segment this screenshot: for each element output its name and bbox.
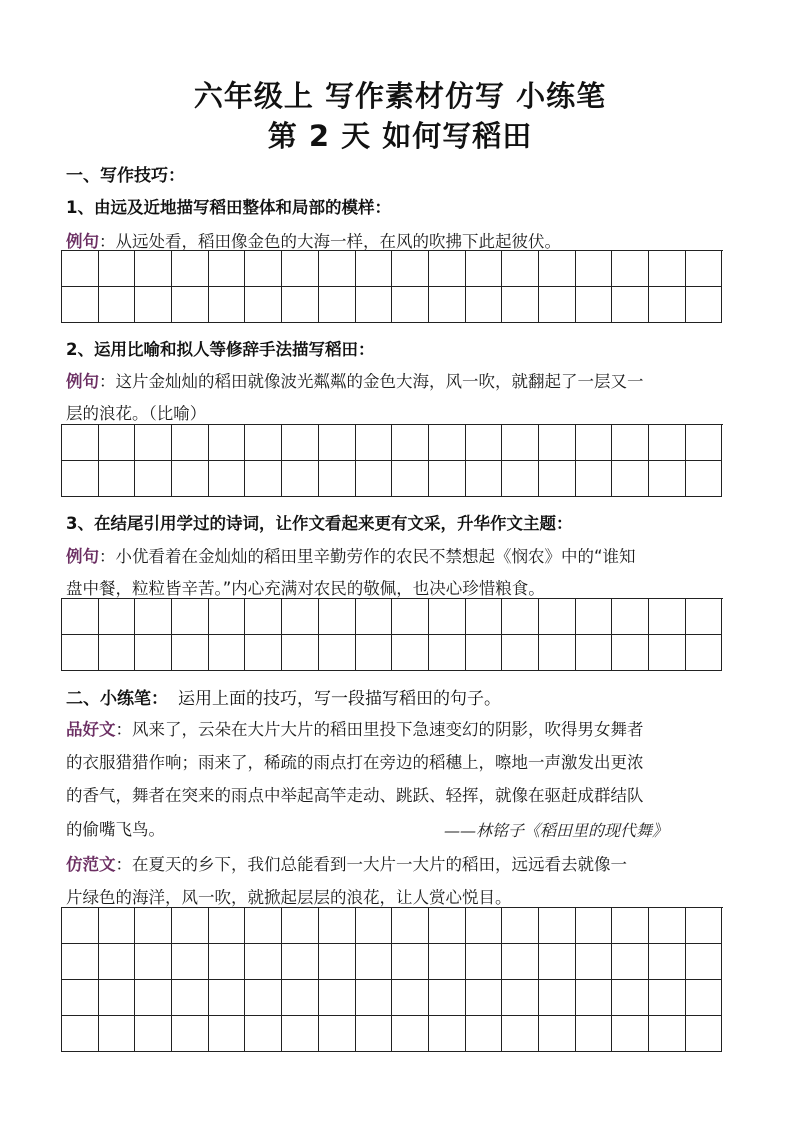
grid-cell[interactable] — [686, 599, 723, 635]
grid-cell[interactable] — [392, 980, 429, 1016]
grid-cell[interactable] — [135, 251, 172, 287]
grid-cell[interactable] — [539, 1016, 576, 1052]
grid-row — [62, 425, 723, 461]
good-text-line1 — [66, 716, 644, 740]
grid-cell[interactable] — [429, 599, 466, 635]
grid-cell[interactable] — [356, 287, 393, 323]
grid-cell[interactable] — [209, 980, 246, 1016]
grid-cell[interactable] — [649, 980, 686, 1016]
grid-cell[interactable] — [356, 1016, 393, 1052]
grid-cell[interactable] — [209, 635, 246, 671]
grid-cell[interactable] — [135, 1016, 172, 1052]
grid-cell[interactable] — [466, 287, 503, 323]
grid-cell[interactable] — [319, 908, 356, 944]
grid-cell[interactable] — [62, 287, 99, 323]
technique-heading-3: 3、在结尾引用学过的诗词，让作文看起来更有文采，升华作文主题： — [66, 514, 573, 533]
grid-cell[interactable] — [686, 251, 723, 287]
grid-cell[interactable] — [209, 461, 246, 497]
example-sentence-2-line2: 层的浪花。（比喻） — [66, 404, 207, 423]
grid-cell[interactable] — [429, 1016, 466, 1052]
grid-cell[interactable] — [502, 599, 539, 635]
grid-cell[interactable] — [99, 251, 136, 287]
grid-cell[interactable] — [649, 461, 686, 497]
grid-cell[interactable] — [282, 635, 319, 671]
example-text: ：从远处看，稻田像金色的大海一样，在风的吹拂下此起彼伏。 — [99, 232, 561, 251]
grid-cell[interactable] — [62, 425, 99, 461]
grid-cell[interactable] — [466, 425, 503, 461]
grid-cell[interactable] — [502, 251, 539, 287]
grid-cell[interactable] — [649, 599, 686, 635]
good-text-line2: 的衣服猎猎作响；雨来了，稀疏的雨点打在旁边的稻穗上，嚓地一声激发出更浓 — [66, 753, 644, 772]
grid-cell[interactable] — [319, 635, 356, 671]
good-text-content: ：风来了，云朵在大片大片的稻田里投下急速变幻的阴影，吹得男女舞者 — [115, 720, 644, 739]
grid-cell[interactable] — [502, 980, 539, 1016]
grid-row — [62, 461, 723, 497]
grid-cell[interactable] — [62, 599, 99, 635]
grid-cell[interactable] — [135, 635, 172, 671]
grid-cell[interactable] — [319, 461, 356, 497]
grid-cell[interactable] — [502, 287, 539, 323]
grid-cell[interactable] — [135, 461, 172, 497]
grid-cell[interactable] — [282, 461, 319, 497]
grid-row — [62, 287, 723, 323]
grid-cell[interactable] — [576, 287, 613, 323]
grid-cell[interactable] — [539, 287, 576, 323]
writing-grid-2[interactable] — [61, 424, 723, 497]
grid-cell[interactable] — [686, 425, 723, 461]
grid-cell[interactable] — [466, 1016, 503, 1052]
grid-cell[interactable] — [172, 461, 209, 497]
example-tag: 例句 — [66, 372, 99, 391]
grid-cell[interactable] — [576, 599, 613, 635]
grid-cell[interactable] — [356, 251, 393, 287]
grid-cell[interactable] — [539, 425, 576, 461]
grid-row — [62, 1016, 723, 1052]
grid-cell[interactable] — [356, 980, 393, 1016]
grid-cell[interactable] — [209, 1016, 246, 1052]
grid-cell[interactable] — [612, 1016, 649, 1052]
grid-cell[interactable] — [539, 461, 576, 497]
grid-cell[interactable] — [319, 599, 356, 635]
grid-cell[interactable] — [576, 461, 613, 497]
grid-cell[interactable] — [245, 980, 282, 1016]
grid-cell[interactable] — [245, 944, 282, 980]
grid-cell[interactable] — [612, 287, 649, 323]
grid-cell[interactable] — [99, 980, 136, 1016]
grid-cell[interactable] — [62, 908, 99, 944]
grid-cell[interactable] — [99, 599, 136, 635]
writing-grid-3[interactable] — [61, 598, 723, 671]
grid-cell[interactable] — [502, 425, 539, 461]
grid-cell[interactable] — [686, 980, 723, 1016]
grid-cell[interactable] — [539, 599, 576, 635]
example-sentence-3-line2: 盘中餐，粒粒皆辛苦。”内心充满对农民的敬佩，也决心珍惜粮食。 — [66, 579, 545, 598]
grid-cell[interactable] — [502, 944, 539, 980]
grid-row — [62, 635, 723, 671]
example-sentence-2 — [66, 368, 644, 392]
grid-cell[interactable] — [135, 287, 172, 323]
grid-cell[interactable] — [99, 944, 136, 980]
grid-cell[interactable] — [245, 287, 282, 323]
grid-cell[interactable] — [576, 908, 613, 944]
grid-cell[interactable] — [466, 944, 503, 980]
grid-cell[interactable] — [282, 287, 319, 323]
grid-cell[interactable] — [209, 908, 246, 944]
grid-cell[interactable] — [539, 944, 576, 980]
example-sentence-1 — [66, 228, 561, 252]
grid-cell[interactable] — [539, 980, 576, 1016]
grid-cell[interactable] — [392, 599, 429, 635]
grid-row — [62, 599, 723, 635]
grid-cell[interactable] — [135, 599, 172, 635]
grid-cell[interactable] — [612, 635, 649, 671]
grid-cell[interactable] — [62, 1016, 99, 1052]
grid-cell[interactable] — [62, 461, 99, 497]
grid-cell[interactable] — [612, 944, 649, 980]
grid-cell[interactable] — [649, 635, 686, 671]
grid-cell[interactable] — [356, 425, 393, 461]
example-text: ：小优看着在金灿灿的稻田里辛勤劳作的农民不禁想起《悯农》中的“谁知 — [99, 547, 636, 566]
grid-cell[interactable] — [429, 425, 466, 461]
grid-cell[interactable] — [172, 635, 209, 671]
grid-cell[interactable] — [356, 635, 393, 671]
practice-heading: 二、小练笔： — [66, 689, 168, 709]
grid-cell[interactable] — [649, 251, 686, 287]
grid-cell[interactable] — [576, 635, 613, 671]
grid-cell[interactable] — [282, 944, 319, 980]
grid-cell[interactable] — [686, 635, 723, 671]
grid-cell[interactable] — [612, 980, 649, 1016]
grid-cell[interactable] — [99, 287, 136, 323]
good-text-tag: 品好文 — [66, 720, 116, 739]
grid-cell[interactable] — [466, 599, 503, 635]
imitation-line1 — [66, 851, 627, 875]
practice-instruction: 运用上面的技巧，写一段描写稻田的句子。 — [178, 689, 501, 709]
grid-cell[interactable] — [319, 251, 356, 287]
grid-cell[interactable] — [576, 980, 613, 1016]
grid-cell[interactable] — [209, 251, 246, 287]
grid-cell[interactable] — [686, 908, 723, 944]
grid-cell[interactable] — [686, 1016, 723, 1052]
section-heading-practice — [66, 684, 501, 709]
grid-cell[interactable] — [319, 287, 356, 323]
grid-cell[interactable] — [99, 1016, 136, 1052]
grid-cell[interactable] — [135, 425, 172, 461]
grid-cell[interactable] — [429, 251, 466, 287]
grid-cell[interactable] — [99, 461, 136, 497]
grid-cell[interactable] — [282, 425, 319, 461]
grid-cell[interactable] — [356, 944, 393, 980]
grid-cell[interactable] — [649, 1016, 686, 1052]
example-text: ：这片金灿灿的稻田就像波光粼粼的金色大海，风一吹，就翻起了一层又一 — [99, 372, 644, 391]
grid-cell[interactable] — [135, 944, 172, 980]
grid-cell[interactable] — [576, 944, 613, 980]
grid-cell[interactable] — [466, 251, 503, 287]
writing-grid-4[interactable] — [61, 907, 723, 1052]
grid-cell[interactable] — [649, 908, 686, 944]
grid-cell[interactable] — [686, 944, 723, 980]
grid-cell[interactable] — [612, 599, 649, 635]
grid-cell[interactable] — [245, 908, 282, 944]
grid-row — [62, 908, 723, 944]
grid-cell[interactable] — [282, 908, 319, 944]
grid-cell[interactable] — [319, 944, 356, 980]
grid-cell[interactable] — [392, 425, 429, 461]
grid-cell[interactable] — [466, 908, 503, 944]
grid-cell[interactable] — [135, 908, 172, 944]
grid-cell[interactable] — [502, 635, 539, 671]
grid-cell[interactable] — [649, 944, 686, 980]
example-sentence-3 — [66, 543, 636, 567]
grid-cell[interactable] — [245, 1016, 282, 1052]
page-subtitle: 第 2 天 如何写稻田 — [267, 119, 533, 153]
grid-cell[interactable] — [99, 635, 136, 671]
grid-cell[interactable] — [539, 908, 576, 944]
grid-cell[interactable] — [135, 980, 172, 1016]
grid-cell[interactable] — [172, 251, 209, 287]
grid-cell[interactable] — [429, 635, 466, 671]
example-tag: 例句 — [66, 232, 99, 251]
grid-cell[interactable] — [245, 425, 282, 461]
grid-cell[interactable] — [502, 461, 539, 497]
grid-cell[interactable] — [172, 1016, 209, 1052]
imitation-content: ：在夏天的乡下，我们总能看到一大片一大片的稻田，远远看去就像一 — [115, 855, 627, 874]
grid-cell[interactable] — [356, 599, 393, 635]
grid-cell[interactable] — [429, 461, 466, 497]
grid-cell[interactable] — [539, 251, 576, 287]
grid-cell[interactable] — [209, 287, 246, 323]
grid-cell[interactable] — [576, 425, 613, 461]
good-text-line3: 的香气，舞者在突来的雨点中举起高竿走动、跳跃、轻挥，就像在驱赶成群结队 — [66, 786, 644, 805]
good-text-source: ——林铭子《稻田里的现代舞》 — [444, 821, 669, 840]
grid-row — [62, 980, 723, 1016]
grid-cell[interactable] — [172, 908, 209, 944]
grid-cell[interactable] — [466, 461, 503, 497]
grid-cell[interactable] — [612, 251, 649, 287]
imitation-line2: 片绿色的海洋，风一吹，就掀起层层的浪花，让人赏心悦目。 — [66, 888, 512, 907]
grid-cell[interactable] — [392, 287, 429, 323]
grid-row — [62, 944, 723, 980]
grid-cell[interactable] — [62, 251, 99, 287]
grid-cell[interactable] — [282, 599, 319, 635]
grid-cell[interactable] — [209, 944, 246, 980]
grid-cell[interactable] — [392, 461, 429, 497]
grid-cell[interactable] — [612, 425, 649, 461]
grid-cell[interactable] — [245, 251, 282, 287]
grid-cell[interactable] — [245, 599, 282, 635]
imitation-tag: 仿范文 — [66, 855, 116, 874]
grid-cell[interactable] — [172, 599, 209, 635]
grid-cell[interactable] — [319, 1016, 356, 1052]
technique-heading-2: 2、运用比喻和拟人等修辞手法描写稻田： — [66, 340, 375, 359]
grid-cell[interactable] — [429, 980, 466, 1016]
grid-cell[interactable] — [429, 944, 466, 980]
grid-cell[interactable] — [392, 944, 429, 980]
grid-cell[interactable] — [209, 599, 246, 635]
example-tag: 例句 — [66, 547, 99, 566]
grid-cell[interactable] — [392, 908, 429, 944]
grid-cell[interactable] — [282, 251, 319, 287]
grid-cell[interactable] — [649, 425, 686, 461]
grid-cell[interactable] — [245, 635, 282, 671]
grid-cell[interactable] — [356, 908, 393, 944]
grid-cell[interactable] — [319, 980, 356, 1016]
grid-cell[interactable] — [172, 944, 209, 980]
grid-cell[interactable] — [172, 287, 209, 323]
grid-cell[interactable] — [649, 287, 686, 323]
grid-cell[interactable] — [356, 461, 393, 497]
grid-cell[interactable] — [319, 425, 356, 461]
grid-cell[interactable] — [466, 635, 503, 671]
grid-row — [62, 251, 723, 287]
grid-cell[interactable] — [466, 980, 503, 1016]
grid-cell[interactable] — [392, 635, 429, 671]
grid-cell[interactable] — [392, 1016, 429, 1052]
grid-cell[interactable] — [245, 461, 282, 497]
grid-cell[interactable] — [99, 425, 136, 461]
grid-cell[interactable] — [539, 635, 576, 671]
grid-cell[interactable] — [686, 287, 723, 323]
grid-cell[interactable] — [502, 1016, 539, 1052]
grid-cell[interactable] — [62, 980, 99, 1016]
grid-cell[interactable] — [612, 461, 649, 497]
technique-heading-1: 1、由远及近地描写稻田整体和局部的模样： — [66, 198, 391, 217]
grid-cell[interactable] — [612, 908, 649, 944]
grid-cell[interactable] — [62, 635, 99, 671]
grid-cell[interactable] — [429, 287, 466, 323]
page-title: 六年级上 写作素材仿写 小练笔 — [193, 79, 607, 113]
grid-cell[interactable] — [502, 908, 539, 944]
grid-cell[interactable] — [172, 980, 209, 1016]
good-text-line4: 的偷嘴飞鸟。 — [66, 820, 165, 839]
grid-cell[interactable] — [209, 425, 246, 461]
grid-cell[interactable] — [686, 461, 723, 497]
grid-cell[interactable] — [392, 251, 429, 287]
grid-cell[interactable] — [62, 944, 99, 980]
grid-cell[interactable] — [99, 908, 136, 944]
grid-cell[interactable] — [429, 908, 466, 944]
grid-cell[interactable] — [282, 980, 319, 1016]
grid-cell[interactable] — [172, 425, 209, 461]
section-heading-techniques: 一、写作技巧： — [66, 166, 185, 186]
grid-cell[interactable] — [282, 1016, 319, 1052]
writing-grid-1[interactable] — [61, 250, 723, 323]
grid-cell[interactable] — [576, 1016, 613, 1052]
grid-cell[interactable] — [576, 251, 613, 287]
